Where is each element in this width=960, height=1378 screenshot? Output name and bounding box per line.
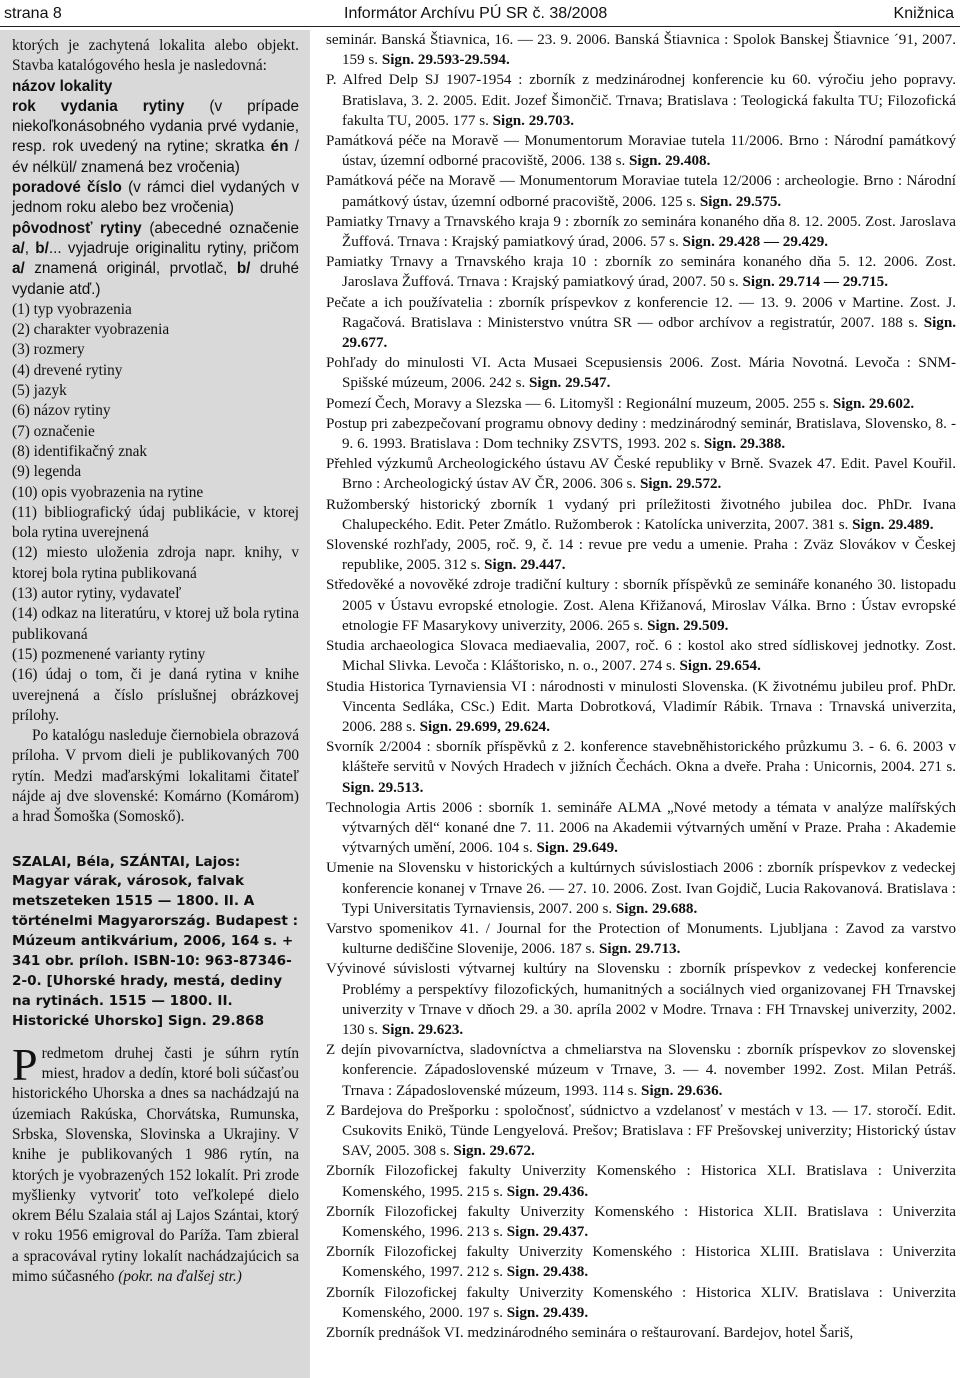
signature: Sign. 29.575. [699, 193, 782, 210]
catalog-field-item: (7) označenie [12, 422, 95, 440]
signature: Sign. 29.438. [506, 1264, 589, 1281]
catalog-field-item: (16) údaj o tom, či je daná rytina v knihe uverejnená a číslo príslušnej obrázkovej prílohy. [12, 666, 299, 724]
drop-cap: P [12, 1038, 38, 1090]
signature: Sign. 29.447. [484, 557, 566, 574]
signature: Sign. 29.436. [506, 1183, 589, 1200]
section-name: Knižnica [893, 5, 954, 22]
field-year: rok vydania rytiny (v prípade niekoľkonásobného vydania prvé vydanie, resp. rok uvedený na rytine; skratka én /év nélkül/ znamená bez vročenia) [12, 97, 299, 176]
catalog-field-item: (13) autor rytiny, vydavateľ [12, 585, 182, 603]
catalog-field-item: (8) identifikačný znak [12, 442, 148, 460]
reference-entry: Z dejín pivovarníctva, sladovníctva a chmeliarstva na Slovensku : zborník príspevkov zo slovenskej konferencie. Západoslovenské múzeum v Trnave, 3. — 4. november 1992. Zost. Milan Petráš. Trnava : Západoslovenské múzeum, 1993. 114 s. Sign. 29.636. [326, 1042, 956, 1099]
left-column [0, 30, 310, 1378]
reference-entry: P. Alfred Delp SJ 1907-1954 : zborník z medzinárodnej konferencie ku 60. výročiu jeho popravy. Bratislava, 3. 2. 2005. Edit. Jozef Šimončič. Trnava; Bratislava : Teologická fakulta TU; Filozofická fakulta TU, 2005. 177 s. Sign. 29.703. [326, 72, 956, 129]
catalog-field-item: (15) pozmenené varianty rytiny [12, 645, 206, 663]
catalog-field-item: (3) rozmery [12, 341, 85, 359]
page-header [0, 0, 960, 30]
reference-entry: Zborník prednášok VI. medzinárodného seminára o reštaurovaní. Bardejov, hotel Šariš, [326, 1325, 854, 1341]
reference-entry: Zborník Filozofickej fakulty Univerzity Komenského : Historica XLII. Bratislava : Univerzita Komenského, 1996. 213 s. Sign. 29.437. [326, 1203, 956, 1240]
catalog-field-item: (11) bibliografický údaj publikácie, v ktorej bola rytina uverejnená [12, 503, 299, 542]
signature: Sign. 29.593-29.594. [381, 52, 510, 69]
reference-entry: Památková péče na Moravě — Monumentorum Moraviae tutela 11/2006. Brno : Národní památkový ústav, územní odborné pracoviště, 2006. 138 s. Sign. 29.408. [326, 133, 956, 170]
intro-paragraph: ktorých je zachytená lokalita alebo objekt. Stavba katalógového hesla je nasledovná: [12, 37, 299, 75]
reference-entry: Varstvo spomenikov 41. / Journal for the Protection of Monuments. Ljubljana : Zavod za varstvo kulturne dediščine Slovenije, 2006. 187 s. Sign. 29.713. [326, 920, 956, 958]
signature: Sign. 29.509. [647, 617, 729, 634]
reference-entry: Pamiatky Trnavy a Trnavského kraja 9 : zborník zo seminára konaného dňa 8. 12. 2005. Zost. Jaroslava Žuffová. Trnava : Krajský pamiatkový úrad, 2006. 57 s. Sign. 29.428 — 29.429. [326, 213, 956, 251]
reference-entry: Pečate a ich používatelia : zborník príspevkov z konferencie 12. — 13. 9. 2006 v Martine. Zost. J. Ragačová. Bratislava : Ministerstvo vnútra SR — odbor archívov a registratúr, 2007. 188 s. Sign. 29.677. [326, 294, 956, 352]
continued-note: (pokr. na ďalšej str.) [118, 1268, 242, 1285]
reference-entry: Přehled výzkumů Archeologického ústavu AV České republiky v Brně. Svazek 47. Edit. Pavel Kouřil. Brno : Archeologický ústav AV ČR, 2006. 306 s. Sign. 29.572. [326, 456, 956, 493]
signature: Sign. 29.547. [529, 375, 611, 392]
signature: Sign. 29.703. [492, 112, 575, 129]
review-body: Predmetom druhej časti je súhrn rytín miest, hradov a dedín, ktoré boli súčasťou historického Uhorska a dnes sa nachádzajú na územiach Rakúska, Chorvátska, Rumunska, Srbska, Slovenska, Slovinska a Ukrajiny. V knihe je publikovaných 1 986 rytín, na ktorých je vyobrazených 152 lokalít. Pri zrode myšlienky vytvoriť toto veľkolepé dielo okrem Bélu Szalaia stál aj Lajos Szántai, ktorý v roku 1956 emigroval do Paríža. Tam zbieral a spracovával rytiny lokalít nachádzajúcich sa mimo súčasného (pokr. na ďalšej str.) [12, 1038, 299, 1285]
second-paragraph: Po katalógu nasleduje čiernobiela obrazová príloha. V prvom dieli je publikovaných 700 rytín. Medzi maďarskými lokalitami čitateľ nájde aj dve slovenské: Komárno (Komárom) a hrad Šomoška (Somoskő). [12, 727, 299, 826]
reference-entry: Středověké a novověké zdroje tradiční kultury : sborník příspěvků ze semináře konaného 30. listopadu 2005 v Ústavu evropské etnologie. Zost. Alena Křižanová, Miroslav Válka. Brno : Ústav evropské etnologie FF Masarykovy univerzity, 2006. 265 s. Sign. 29.509. [326, 577, 956, 634]
reference-entry: seminár. Banská Štiavnica, 16. — 23. 9. 2006. Banská Štiavnica : Spolok Banskej Štiavnice ´91, 2007. 159 s. Sign. 29.593-29.594. [326, 32, 956, 69]
signature: Sign. 29.699, 29.624. [419, 718, 550, 735]
reference-entry: Svorník 2/2004 : sborník příspěvků z 2. konference stavebněhistorického průzkumu 3. - 6. 6. 2003 v klášteře servitů v Nových Hradech v jižních Čechách. Okna a dveře. Praha : Unicornis, 2004. 271 s. Sign. 29.513. [326, 739, 956, 796]
signature: Sign. 29.623. [381, 1021, 464, 1038]
reference-entry: Ružomberský historický zborník 1 vydaný pri príležitosti životného jubilea doc. PhDr. Ivana Chalupeckého. Edit. Peter Zmátlo. Ružomberok : Katolícka univerzita, 2007. 381 s. Sign. 29.489. [326, 496, 956, 533]
signature: Sign. 29.388. [703, 436, 786, 453]
signature: Sign. 29.713. [598, 941, 681, 958]
field-order: poradové číslo (v rámci diel vydaných v jednom roku alebo bez vročenia) [12, 179, 299, 217]
book-entry: SZALAI, Béla, SZÁNTAI, Lajos: Magyar várak, városok, falvak metszeteken 1515 — 1800. II. A történelmi Magyarország. Budapest : Múzeum antikvárium, 2006, 164 s. + 341 obr. príloh. ISBN-10: 963-87346-2-0. [Uhorské hrady, mestá, dediny na rytinách. 1515 — 1800. II. Historické Uhorsko] Sign. 29.868 [12, 853, 299, 1029]
reference-entry: Vývinové súvislosti výtvarnej kultúry na Slovensku : zborník príspevkov z vedeckej konferencie Problémy a perspektívy filozofických, humanitných a sociálnych vied organizovanej FH Trnavskej univerzity v Trnave v dňoch 29. a 30. apríla 2002 v Modre. Trnava : FH Trnavskej univerzity, 2002. 130 s. Sign. 29.623. [326, 961, 956, 1038]
catalog-field-item: (5) jazyk [12, 382, 67, 400]
reference-entry: Zborník Filozofickej fakulty Univerzity Komenského : Historica XLI. Bratislava : Univerzita Komenského, 1995. 215 s. Sign. 29.436. [326, 1163, 956, 1200]
reference-entry: Postup pri zabezpečovaní programu obnovy dediny : medzinárodný seminár, Bratislava, Slovensko, 8. - 9. 6. 1993. Bratislava : Dom techniky ZSVTS, 1993. 202 s. Sign. 29.388. [326, 415, 956, 453]
reference-entry: Z Bardejova do Prešporku : spoločnosť, súdnictvo a vzdelanosť v mestách v 13. — 17. storočí. Edit. Csukovits Enikö, Tünde Lengyelová. Prešov; Bratislava : FF Prešovskej univerzity; Historický ústav SAV, 2005. 308 s. Sign. 29.672. [326, 1102, 956, 1160]
reference-entry: Studia Historica Tyrnaviensia VI : národnosti v minulosti Slovenska. (K životnému jubileu prof. PhDr. Vincenta Sedláka, CSc.) Edit. Marta Dobrotková, Vladimír Rábik. Trnava : Trnavská univerzita, 2006. 288 s. Sign. 29.699, 29.624. [326, 678, 956, 735]
header-rule [0, 26, 960, 27]
catalog-field-item: (10) opis vyobrazenia na rytine [12, 483, 204, 501]
catalog-field-item: (14) odkaz na literatúru, v ktorej už bola rytina publikovaná [12, 605, 299, 643]
page-number: strana 8 [4, 5, 62, 22]
signature: Sign. 29.437. [506, 1223, 589, 1240]
reference-entry: Zborník Filozofickej fakulty Univerzity Komenského : Historica XLIII. Bratislava : Univerzita Komenského, 1997. 212 s. Sign. 29.438. [326, 1244, 956, 1281]
reference-entry: Památková péče na Moravě — Monumentorum Moraviae tutela 12/2006 : archeologie. Brno : Národní památkový ústav, územní odborné pracoviště, 2006. 125 s. Sign. 29.575. [326, 173, 956, 210]
signature: Sign. 29.649. [536, 840, 618, 857]
reference-entry: Studia archaeologica Slovaca mediaevalia, 2007, roč. 6 : kostol ako stred sídliskovej jednotky. Zost. Michal Slivka. Levoča : Kláštorisko, n. o., 2007. 274 s. Sign. 29.654. [326, 638, 956, 675]
signature: Sign. 29.677. [342, 314, 956, 352]
reference-entry: Pomezí Čech, Moravy a Slezska — 6. Litomyšl : Regionální muzeum, 2005. 255 s. Sign. 29.602. [326, 395, 915, 412]
catalog-fields-list [12, 300, 299, 726]
publication-title: Informátor Archívu PÚ SR č. 38/2008 [344, 5, 608, 22]
reference-entry: Pohľady do minulosti VI. Acta Musaei Scepusiensis 2006. Zost. Mária Novotná. Levoča : SNM-Spišské múzeum, 2006. 242 s. Sign. 29.547. [326, 355, 956, 392]
reference-entry: Slovenské rozhľady, 2005, roč. 9, č. 14 : revue pre vedu a umenie. Praha : Zväz Slovákov v Českej republike, 2005. 312 s. Sign. 29.447. [326, 537, 956, 574]
signature: Sign. 29.513. [342, 779, 424, 796]
signature: Sign. 29.428 — 29.429. [682, 234, 829, 251]
reference-entry: Zborník Filozofickej fakulty Univerzity Komenského : Historica XLIV. Bratislava : Univerzita Komenského, 2000. 197 s. Sign. 29.439. [326, 1284, 956, 1321]
signature: Sign. 29.688. [615, 900, 698, 917]
signature: Sign. 29.439. [506, 1304, 589, 1321]
catalog-field-item: (1) typ vyobrazenia [12, 300, 132, 318]
field-originality: pôvodnosť rytiny (abecedné označenie a/, b/... vyjadruje originalitu rytiny, pričom a/ znamená originál, prvotlač, b/ druhé vydanie atď.) [12, 219, 299, 298]
signature: Sign. 29.572. [639, 476, 722, 493]
signature: Sign. 29.602. [832, 395, 915, 412]
catalog-field-item: (9) legenda [12, 463, 82, 481]
signature: Sign. 29.408. [629, 153, 711, 170]
signature: Sign. 29.714 — 29.715. [742, 274, 888, 291]
reference-entry: Technologia Artis 2006 : sborník 1. semináře ALMA „Nové metody a témata v analýze malířských výtvarných děl“ konané dne 7. 11. 2006 na Akademii výtvarných umění v Praze. Praha : Akademie výtvarných umění, 2006. 104 s. Sign. 29.649. [326, 799, 956, 857]
reference-entry: Pamiatky Trnavy a Trnavského kraja 10 : zborník zo seminára konaného dňa 5. 12. 2006. Zost. Jaroslava Žuffová. Trnava : Krajský pamiatkový úrad, 2007. 50 s. Sign. 29.714 — 29.715. [326, 254, 956, 291]
catalog-field-item: (6) názov rytiny [12, 402, 111, 420]
references-column [326, 30, 956, 1343]
signature: Sign. 29.489. [852, 516, 934, 533]
catalog-field-item: (2) charakter vyobrazenia [12, 321, 170, 339]
field-name: názov lokality [12, 77, 113, 95]
signature: Sign. 29.636. [641, 1082, 723, 1099]
catalog-field-item: (12) miesto uloženia zdroja napr. knihy, v ktorej bola rytina publikovaná [12, 544, 299, 582]
signature: Sign. 29.672. [453, 1143, 535, 1160]
signature: Sign. 29.654. [679, 658, 761, 675]
reference-entry: Umenie na Slovensku v historických a kultúrnych súvislostiach 2006 : zborník príspevkov z vedeckej konferencie konanej v Trnave 26. — 27. 10. 2006. Zost. Ivan Gojdič, Lucia Rakovanová. Bratislava : Typi Universitatis Tyrnaviensis, 2007. 200 s. Sign. 29.688. [326, 860, 956, 917]
catalog-field-item: (4) drevené rytiny [12, 361, 123, 379]
